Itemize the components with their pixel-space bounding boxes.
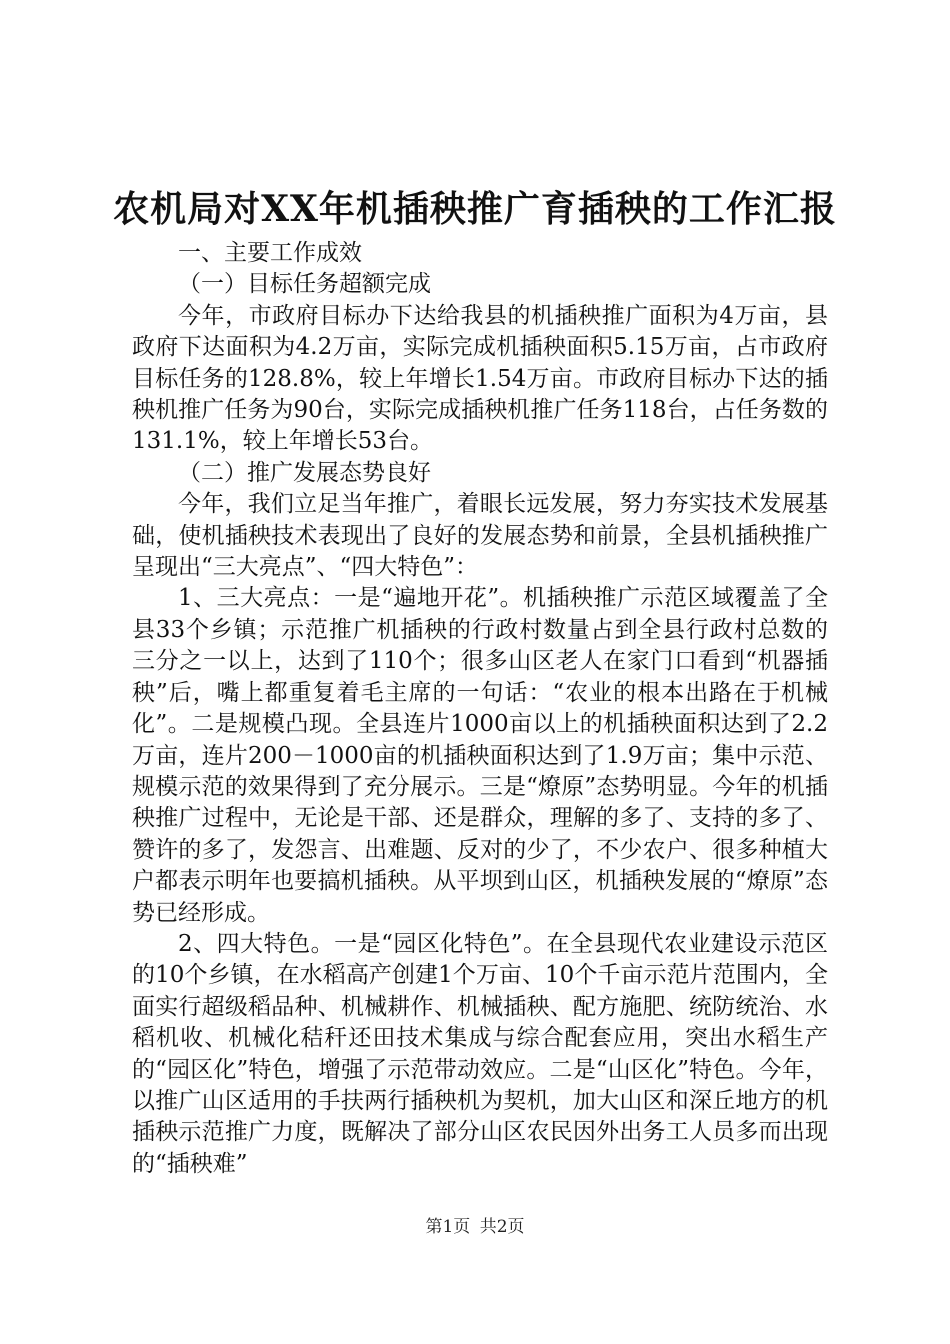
paragraph-four-features: 2、四大特色。一是“园区化特色”。在全县现代农业建设示范区的10个乡镇，在水稻高产创建1个万亩、10个千亩示范片范围内，全面实行超级稻品种、机械耕作、机械插秧、配方施肥、统防统治、水稻机收、机械化秸秆还田技术集成与综合配套应用，突出水稻生产的“园区化”特色，增强了示范带动效应。二是“山区化”特色。今年，以推广山区适用的手扶两行插秧机为契机，加大山区和深丘地方的机插秧示范推广力度，既解决了部分山区农民因外出务工人员多而出现的“插秧难” [132,930,828,1177]
page-number: 第1页 [425,1217,471,1237]
subsection-heading-trend: （二）推广发展态势良好 [178,459,431,486]
page-footer [0,1215,950,1239]
paragraph-targets: 今年，市政府目标办下达给我县的机插秧推广面积为4万亩，县政府下达面积为4.2万亩，实际完成机插秧面积5.15万亩，占市政府目标任务的128.8%，较上年增长1.54万亩。市政府目标办下达的插秧机推广任务为90台，实际完成插秧机推广任务118台，占任务数的131.1%，较上年增长53台。 [132,302,828,455]
page-total: 共2页 [479,1217,525,1237]
document-title: 农机局对XX年机插秧推广育插秧的工作汇报 [113,188,837,230]
paragraph-trend: 今年，我们立足当年推广，着眼长远发展，努力夯实技术发展基础，使机插秧技术表现出了良好的发展态势和前景，全县机插秧推广呈现出“三大亮点”、“四大特色”： [132,491,828,581]
document-body [132,238,828,1180]
subsection-heading-targets: （一）目标任务超额完成 [178,271,431,298]
paragraph-three-highlights: 1、三大亮点：一是“遍地开花”。机插秧推广示范区域覆盖了全县33个乡镇；示范推广机插秧的行政村数量占到全县行政村总数的三分之一以上，达到了110个；很多山区老人在家门口看到“机器插秧”后，嘴上都重复着毛主席的一句话：“农业的根本出路在于机械化”。二是规模凸现。全县连片1000亩以上的机插秧面积达到了2.2万亩，连片200－1000亩的机插秧面积达到了1.9万亩；集中示范、规模示范的效果得到了充分展示。三是“燎原”态势明显。今年的机插秧推广过程中，无论是干部、还是群众，理解的多了、支持的多了、赞许的多了，发怨言、出难题、反对的少了，不少农户、很多种植大户都表示明年也要搞机插秧。从平坝到山区，机插秧发展的“燎原”态势已经形成。 [132,585,828,926]
section-heading-achievements: 一、主要工作成效 [178,240,362,266]
